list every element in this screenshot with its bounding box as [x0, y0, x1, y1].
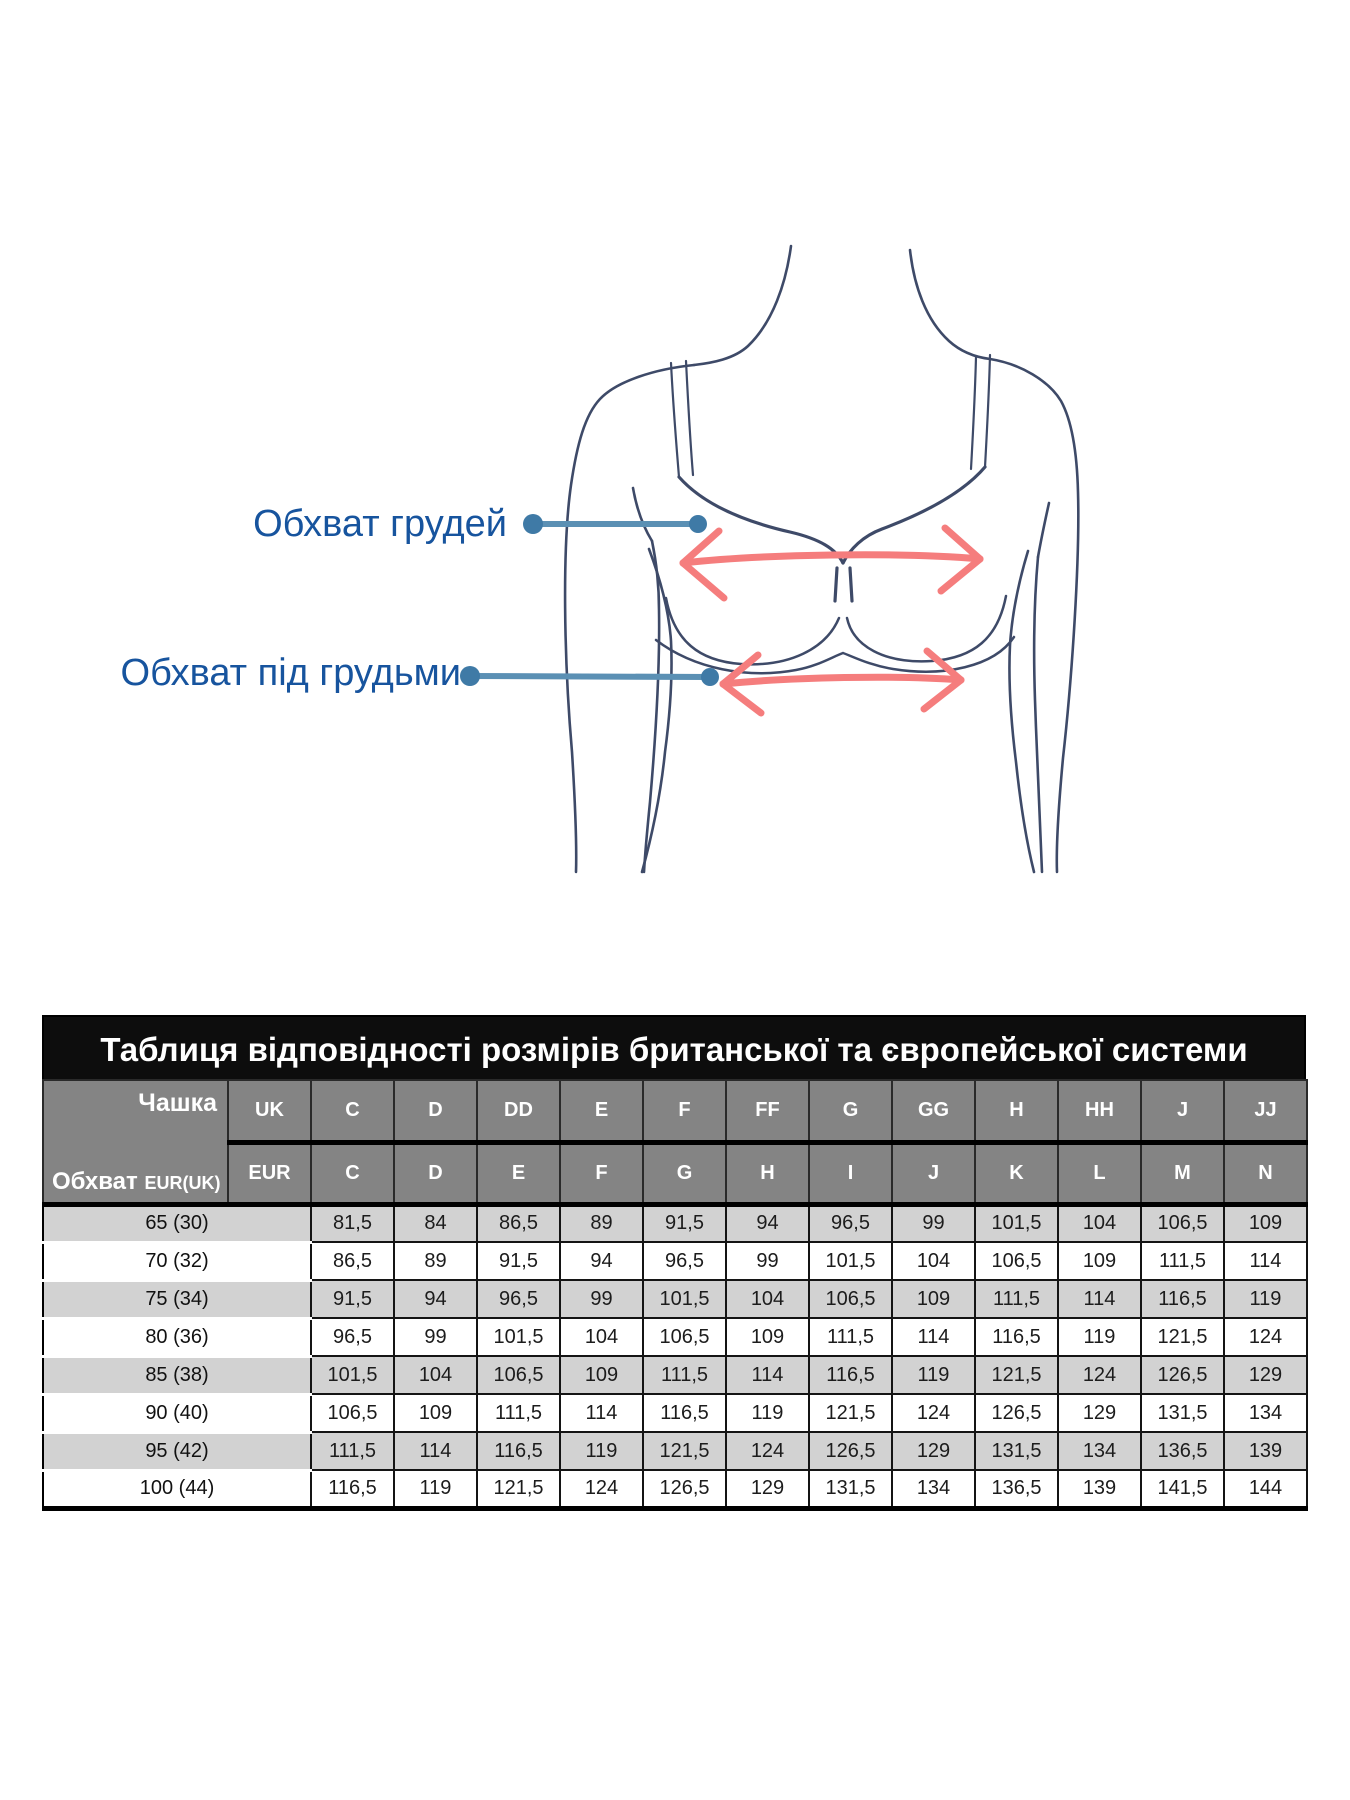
size-value-cell: 111,5 [643, 1356, 726, 1394]
row-girth-label: 80 (36) [43, 1318, 311, 1356]
size-value-cell: 106,5 [975, 1242, 1058, 1280]
size-value-cell: 104 [1058, 1204, 1141, 1242]
size-value-cell: 116,5 [311, 1470, 394, 1508]
eur-cup-cell: I [809, 1142, 892, 1204]
uk-cup-cell: C [311, 1080, 394, 1142]
size-value-cell: 96,5 [643, 1242, 726, 1280]
bra-cups [656, 467, 1014, 673]
size-value-cell: 106,5 [1141, 1204, 1224, 1242]
size-value-cell: 86,5 [311, 1242, 394, 1280]
girth-word: Обхват [52, 1167, 138, 1195]
size-value-cell: 111,5 [1141, 1242, 1224, 1280]
size-value-cell: 139 [1224, 1432, 1307, 1470]
size-value-cell: 116,5 [1141, 1280, 1224, 1318]
size-value-cell: 94 [560, 1242, 643, 1280]
size-value-cell: 119 [1058, 1318, 1141, 1356]
size-value-cell: 94 [394, 1280, 477, 1318]
size-value-cell: 109 [560, 1356, 643, 1394]
size-value-cell: 129 [726, 1470, 809, 1508]
size-value-cell: 91,5 [643, 1204, 726, 1242]
size-value-cell: 114 [892, 1318, 975, 1356]
row-girth-label: 75 (34) [43, 1280, 311, 1318]
figure-outline [565, 246, 1078, 872]
size-value-cell: 106,5 [311, 1394, 394, 1432]
size-value-cell: 116,5 [643, 1394, 726, 1432]
size-value-cell: 96,5 [477, 1280, 560, 1318]
cup-corner-label: Чашка [138, 1089, 217, 1117]
size-value-cell: 134 [892, 1470, 975, 1508]
size-value-cell: 84 [394, 1204, 477, 1242]
size-table [42, 1079, 1308, 1511]
size-value-cell: 131,5 [1141, 1394, 1224, 1432]
eur-cup-cell: D [394, 1142, 477, 1204]
size-value-cell: 121,5 [975, 1356, 1058, 1394]
size-value-cell: 114 [394, 1432, 477, 1470]
size-value-cell: 144 [1224, 1470, 1307, 1508]
underbust-connector-line [460, 666, 719, 686]
uk-cup-cell: G [809, 1080, 892, 1142]
bust-connector-line [523, 514, 707, 534]
underbust-label: Обхват під грудьми [120, 652, 461, 694]
size-row [43, 1356, 1307, 1394]
size-table-body [43, 1204, 1307, 1508]
size-row [43, 1204, 1307, 1242]
row-girth-label: 85 (38) [43, 1356, 311, 1394]
size-table-title: Таблиця відповідності розмірів британської та європейської системи [42, 1015, 1306, 1079]
size-value-cell: 121,5 [477, 1470, 560, 1508]
uk-cup-cell: GG [892, 1080, 975, 1142]
size-value-cell: 109 [1224, 1204, 1307, 1242]
size-value-cell: 129 [1058, 1394, 1141, 1432]
eur-cup-cell: F [560, 1142, 643, 1204]
size-value-cell: 109 [394, 1394, 477, 1432]
size-value-cell: 91,5 [311, 1280, 394, 1318]
size-value-cell: 99 [892, 1204, 975, 1242]
size-value-cell: 111,5 [477, 1394, 560, 1432]
size-value-cell: 89 [394, 1242, 477, 1280]
size-value-cell: 114 [560, 1394, 643, 1432]
eur-cup-cell: H [726, 1142, 809, 1204]
size-value-cell: 124 [560, 1470, 643, 1508]
uk-cup-cell: DD [477, 1080, 560, 1142]
size-row [43, 1470, 1307, 1508]
size-value-cell: 136,5 [975, 1470, 1058, 1508]
size-value-cell: 106,5 [643, 1318, 726, 1356]
size-value-cell: 96,5 [809, 1204, 892, 1242]
size-value-cell: 104 [394, 1356, 477, 1394]
size-value-cell: 136,5 [1141, 1432, 1224, 1470]
size-value-cell: 96,5 [311, 1318, 394, 1356]
size-row [43, 1318, 1307, 1356]
eur-cup-cell: G [643, 1142, 726, 1204]
uk-cup-cell: JJ [1224, 1080, 1307, 1142]
size-value-cell: 131,5 [975, 1432, 1058, 1470]
uk-cup-cell: HH [1058, 1080, 1141, 1142]
size-value-cell: 131,5 [809, 1470, 892, 1508]
size-value-cell: 116,5 [809, 1356, 892, 1394]
eur-cup-cell: K [975, 1142, 1058, 1204]
size-value-cell: 126,5 [643, 1470, 726, 1508]
uk-system-label: UK [228, 1080, 311, 1142]
size-value-cell: 119 [1224, 1280, 1307, 1318]
size-value-cell: 101,5 [311, 1356, 394, 1394]
size-value-cell: 99 [394, 1318, 477, 1356]
row-girth-label: 65 (30) [43, 1204, 311, 1242]
size-value-cell: 119 [394, 1470, 477, 1508]
size-value-cell: 114 [1058, 1280, 1141, 1318]
girth-corner-label [52, 1168, 220, 1196]
bust-measure-arrow [683, 528, 980, 598]
size-value-cell: 119 [726, 1394, 809, 1432]
size-value-cell: 109 [892, 1280, 975, 1318]
size-value-cell: 114 [726, 1356, 809, 1394]
size-value-cell: 101,5 [809, 1242, 892, 1280]
size-value-cell: 111,5 [809, 1318, 892, 1356]
size-value-cell: 91,5 [477, 1242, 560, 1280]
size-value-cell: 104 [726, 1280, 809, 1318]
size-value-cell: 126,5 [975, 1394, 1058, 1432]
size-value-cell: 134 [1224, 1394, 1307, 1432]
size-value-cell: 86,5 [477, 1204, 560, 1242]
eur-cup-cell: E [477, 1142, 560, 1204]
eur-cup-cell: N [1224, 1142, 1307, 1204]
size-value-cell: 121,5 [1141, 1318, 1224, 1356]
uk-cup-header-row [43, 1080, 1307, 1142]
size-value-cell: 101,5 [975, 1204, 1058, 1242]
size-value-cell: 121,5 [809, 1394, 892, 1432]
size-value-cell: 129 [892, 1432, 975, 1470]
size-value-cell: 114 [1224, 1242, 1307, 1280]
eur-cup-header-row [43, 1142, 1307, 1204]
size-value-cell: 111,5 [311, 1432, 394, 1470]
size-table-section [42, 1015, 1306, 1511]
size-value-cell: 106,5 [809, 1280, 892, 1318]
size-row [43, 1394, 1307, 1432]
size-value-cell: 106,5 [477, 1356, 560, 1394]
size-value-cell: 104 [560, 1318, 643, 1356]
size-row [43, 1280, 1307, 1318]
size-value-cell: 121,5 [643, 1432, 726, 1470]
size-value-cell: 116,5 [477, 1432, 560, 1470]
bra-straps [671, 355, 990, 477]
size-value-cell: 81,5 [311, 1204, 394, 1242]
size-value-cell: 134 [1058, 1432, 1141, 1470]
size-value-cell: 119 [892, 1356, 975, 1394]
size-value-cell: 111,5 [975, 1280, 1058, 1318]
size-value-cell: 94 [726, 1204, 809, 1242]
corner-cell [43, 1080, 228, 1204]
size-value-cell: 139 [1058, 1470, 1141, 1508]
size-value-cell: 109 [726, 1318, 809, 1356]
size-value-cell: 104 [892, 1242, 975, 1280]
size-value-cell: 109 [1058, 1242, 1141, 1280]
size-value-cell: 89 [560, 1204, 643, 1242]
eur-cup-cell: C [311, 1142, 394, 1204]
row-girth-label: 90 (40) [43, 1394, 311, 1432]
row-girth-label: 100 (44) [43, 1470, 311, 1508]
size-value-cell: 99 [726, 1242, 809, 1280]
size-value-cell: 99 [560, 1280, 643, 1318]
size-value-cell: 126,5 [1141, 1356, 1224, 1394]
size-value-cell: 141,5 [1141, 1470, 1224, 1508]
row-girth-label: 95 (42) [43, 1432, 311, 1470]
size-row [43, 1242, 1307, 1280]
size-value-cell: 119 [560, 1432, 643, 1470]
size-value-cell: 124 [1224, 1318, 1307, 1356]
eur-cup-cell: L [1058, 1142, 1141, 1204]
uk-cup-cell: E [560, 1080, 643, 1142]
eur-system-label: EUR [228, 1142, 311, 1204]
eur-cup-cell: J [892, 1142, 975, 1204]
girth-unit: EUR(UK) [144, 1172, 221, 1193]
row-girth-label: 70 (32) [43, 1242, 311, 1280]
eur-cup-cell: M [1141, 1142, 1224, 1204]
size-value-cell: 124 [726, 1432, 809, 1470]
size-value-cell: 101,5 [643, 1280, 726, 1318]
size-row [43, 1432, 1307, 1470]
size-value-cell: 124 [1058, 1356, 1141, 1394]
size-value-cell: 124 [892, 1394, 975, 1432]
uk-cup-cell: D [394, 1080, 477, 1142]
size-value-cell: 126,5 [809, 1432, 892, 1470]
uk-cup-cell: F [643, 1080, 726, 1142]
size-value-cell: 129 [1224, 1356, 1307, 1394]
bust-label: Обхват грудей [253, 503, 507, 545]
uk-cup-cell: H [975, 1080, 1058, 1142]
uk-cup-cell: FF [726, 1080, 809, 1142]
size-value-cell: 101,5 [477, 1318, 560, 1356]
uk-cup-cell: J [1141, 1080, 1224, 1142]
size-value-cell: 116,5 [975, 1318, 1058, 1356]
